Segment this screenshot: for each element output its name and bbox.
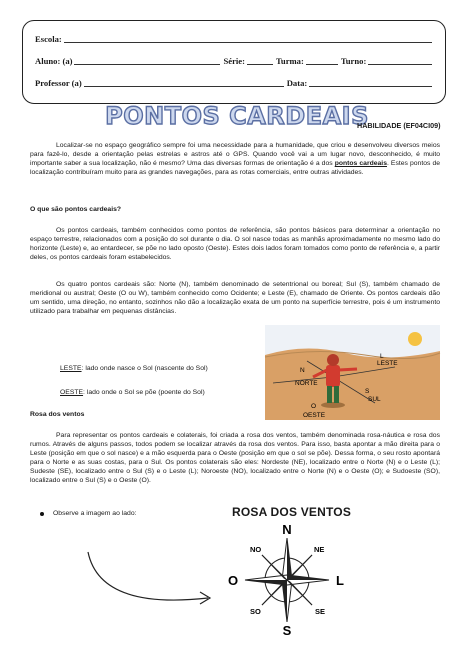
pointer-arrow (80, 540, 230, 620)
sun-icon (408, 332, 422, 346)
rose-so: SO (250, 607, 261, 616)
label-n: N (300, 367, 305, 374)
rose-n: N (282, 522, 292, 537)
serie-line[interactable] (247, 54, 273, 65)
label-leste: LESTE (377, 360, 398, 367)
child-arm-right (339, 369, 357, 370)
rose-ne: NE (314, 545, 325, 554)
bullet-dot (40, 512, 44, 516)
label-oeste: OESTE (303, 412, 326, 419)
intro-highlight: pontos cardeais (334, 160, 387, 167)
section2-text: Para representar os pontos cardeais e colaterais, foi criada a rosa dos ventos, também denominada rosa-náutica e rosa dos rumos. Através de alguns passos, todos podem se localizar através da rosa dos ventos. Para isso, basta apontar a mão direita para o Leste (posição em que o sol nasce) e a mão esquerda para o Oeste (posição em que o sol se põe). Dessa forma, o seu rosto apontará para o Norte e as suas costas, para o Sul. Os pontos colaterais são eles: Nordeste (NE), localizado entre o Norte (N) e o Leste (L); Sudeste (SE), localizado entre o Sul (S) e o Leste (L); Noroeste (NO), localizado entre o Norte (N) e o Oeste (O); e Sudoeste (SO), localizado entre o Sul (S) e o Oeste (O). (30, 432, 440, 484)
oeste-definition (60, 388, 205, 397)
escola-row (35, 30, 435, 44)
label-l: L (380, 353, 384, 360)
child-leg-right (334, 386, 339, 403)
rose-s: S (282, 623, 292, 638)
bullet-text: Observe a imagem ao lado: (53, 510, 137, 517)
rose-no: NO (250, 545, 262, 554)
rose-o: O (228, 573, 239, 588)
aluno-row (35, 52, 435, 66)
label-norte: NORTE (295, 380, 318, 387)
page-title (105, 94, 369, 134)
professor-label: Professor (a) (35, 78, 82, 88)
page-title-text: PONTOS CARDEAIS (105, 102, 369, 130)
child-body (326, 365, 340, 387)
oeste-term: OESTE (60, 389, 84, 396)
turma-label: Turma: (275, 56, 304, 66)
rosa-title: ROSA DOS VENTOS (232, 505, 352, 519)
child-leg-left (327, 386, 332, 403)
aluno-line[interactable] (74, 54, 220, 65)
compass-illustration (265, 325, 440, 420)
intro-text-1: Localizar-se no espaço geográfico sempre foi uma necessidade para a humanidade, que criou e desenvolveu diversos meios para fazê-lo, desde a orientação pelas estrelas e astros até o GPS. Quando você vai a um lugar novo, desconhecido, é muito importante saber a sua localização, não é mesmo? Uma das diversas formas de orientação é a dos (30, 142, 440, 167)
professor-line[interactable] (84, 76, 284, 87)
leste-desc: : lado onde nasce o Sol (nascente do Sol) (81, 365, 208, 372)
escola-label: Escola: (35, 34, 62, 44)
child-head (327, 354, 339, 366)
serie-label: Série: (223, 56, 245, 66)
aluno-label: Aluno: (a) (35, 56, 73, 66)
habilidade-code: HABILIDADE (EF04CI09) (357, 121, 441, 130)
turno-label: Turno: (340, 56, 367, 66)
child-shadow (321, 402, 345, 408)
oeste-desc: : lado onde o Sol se põe (poente do Sol) (83, 389, 205, 396)
section2-paragraph (30, 431, 440, 485)
section1-text-1: Os pontos cardeais, também conhecidos como pontos de referência, são pontos básicos para determinar a orientação no espaço terrestre, relacionados com a posição do sol durante o dia. O sol nasce todas as manhãs aproximadamente no mesmo lado do horizonte (Leste) e, ao entardecer, se põe no lado oposto (Oeste). Estes dois lados foram tomados como ponto de referência e, a partir deles, os pontos cardeais foram estabelecidos. (30, 227, 440, 261)
student-info-box (22, 20, 446, 104)
leste-term: LESTE (60, 365, 82, 372)
turno-line[interactable] (368, 54, 432, 65)
pointer-arrow-line (88, 552, 208, 600)
compass-rose (222, 518, 352, 638)
intro-paragraph (30, 141, 440, 177)
escola-line[interactable] (64, 32, 432, 43)
bullet-observe (40, 510, 137, 517)
label-sul: SUL (368, 396, 381, 403)
section-heading-pontos: O que são pontos cardeais? (30, 206, 122, 213)
turma-line[interactable] (306, 54, 338, 65)
illustration-ground (265, 348, 440, 420)
rose-l: L (336, 573, 344, 588)
page-title-art (105, 94, 369, 134)
leste-definition (60, 364, 208, 373)
professor-row (35, 74, 435, 88)
section-heading-rosa: Rosa dos ventos (30, 411, 85, 418)
intro-text-2: . Estes pontos de localização contribuíram muito para as grandes navegações, para as rotas comerciais, entre outras atividades. (30, 160, 440, 176)
section1-paragraph-1 (30, 226, 440, 262)
rose-se: SE (315, 607, 326, 616)
data-label: Data: (286, 78, 308, 88)
section1-paragraph-2-top (30, 280, 440, 316)
data-line[interactable] (309, 76, 432, 87)
section1-text-2: Os quatro pontos cardeais são: Norte (N), também denominado de setentrional ou boreal; Sul (S), também chamado de meridional ou austral; Oeste (O ou W), também conhecido como Ocidente; e Leste (E), chamado de Oriente. Os pontos cardeais dão um sentido, uma direção, no entanto, sozinhos não dão a localização exata de um ponto na superfície terrestre, pois é um instrumento utilizado para trabalhar em pequenas distâncias. (30, 281, 440, 315)
label-o: O (311, 403, 317, 410)
rose-west-dark (245, 580, 287, 585)
label-s: S (365, 388, 370, 395)
